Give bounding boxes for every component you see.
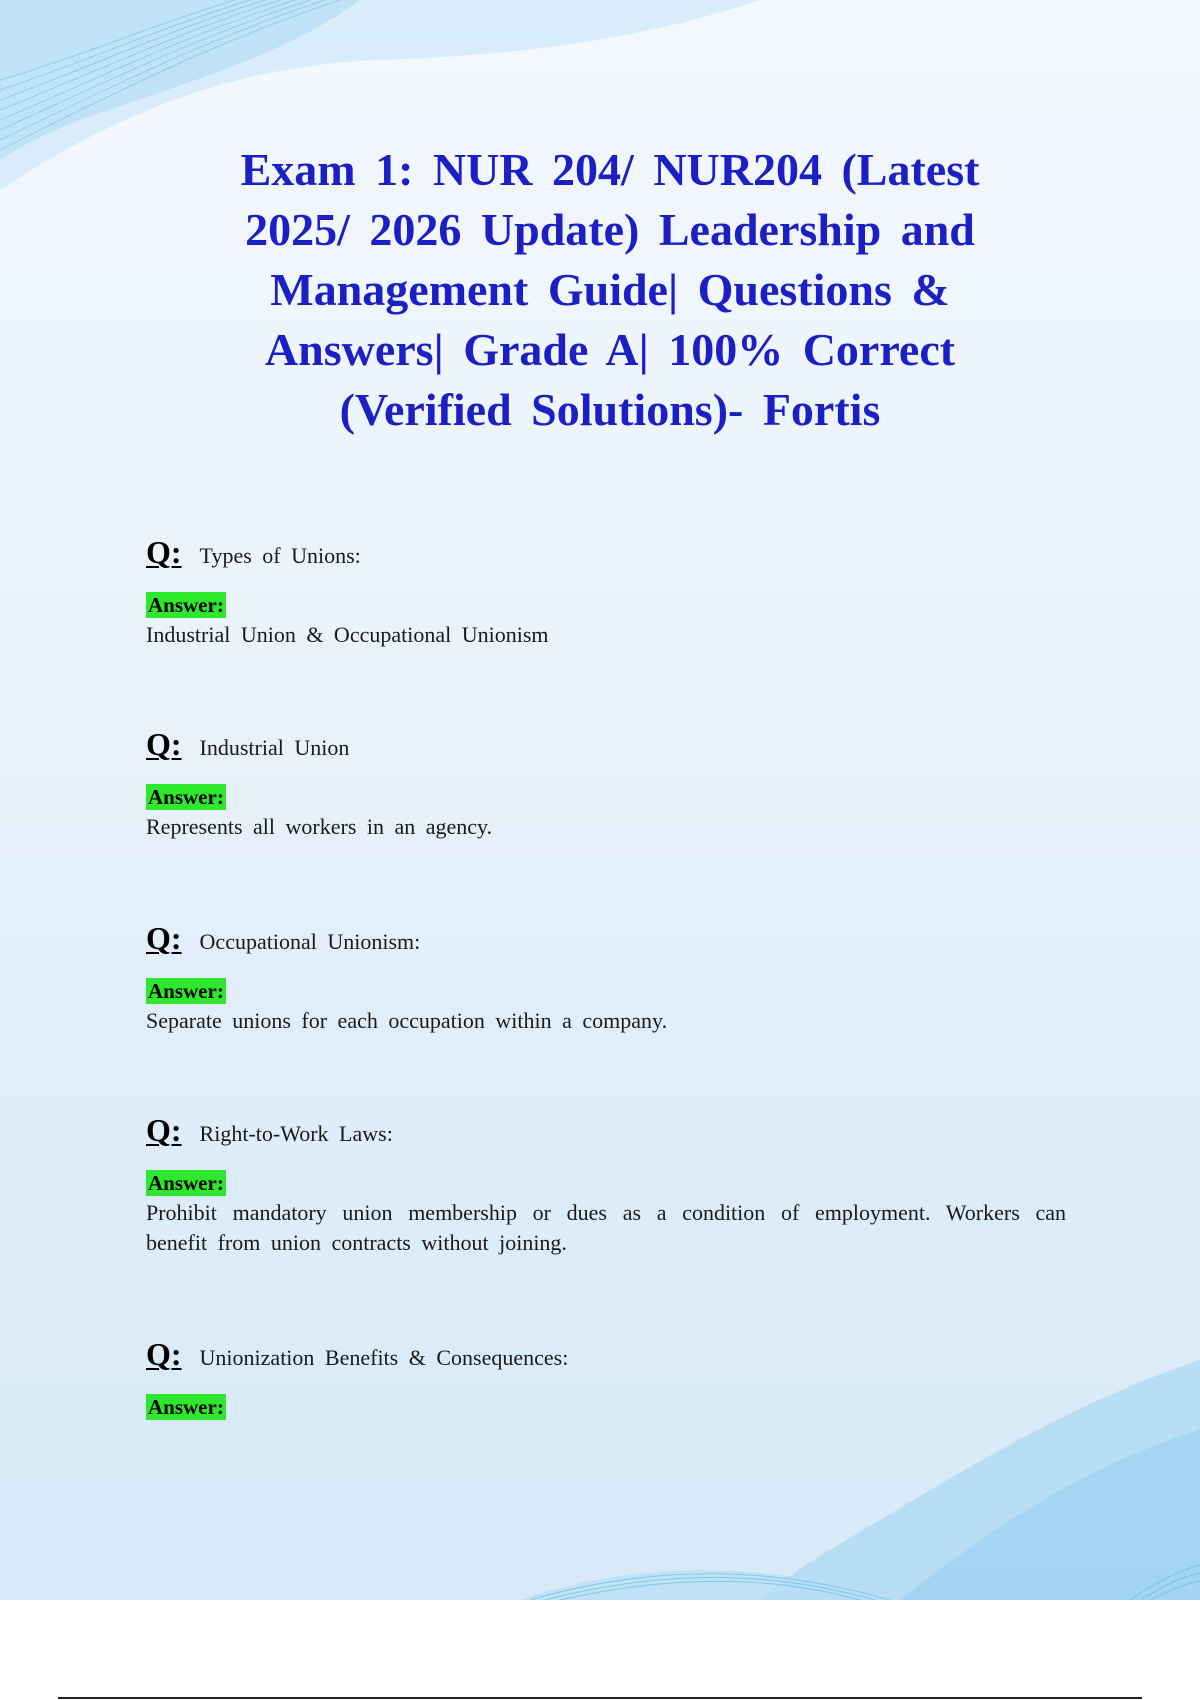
qa-item-3 (146, 920, 1066, 1036)
question-marker: Q: (146, 726, 182, 762)
question-line (146, 920, 1066, 960)
qa-item-2 (146, 726, 1066, 842)
question-line (146, 726, 1066, 766)
question-text: Right-to-Work Laws: (199, 1121, 393, 1146)
answer-label: Answer: (148, 593, 224, 617)
question-line (146, 1336, 1066, 1376)
page-bottom-rule (58, 1697, 1142, 1699)
question-line (146, 534, 1066, 574)
question-marker: Q: (146, 534, 182, 570)
qa-item-5 (146, 1336, 1066, 1422)
question-marker: Q: (146, 1336, 182, 1372)
question-marker: Q: (146, 920, 182, 956)
qa-item-1 (146, 534, 1066, 650)
document-title: Exam 1: NUR 204/ NUR204 (Latest 2025/ 2026 Update) Leadership and Management Guide| Questions & Answers| Grade A| 100% Correct (Verified Solutions)- Fortis (240, 144, 980, 435)
answer-text: Prohibit mandatory union membership or dues as a condition of employment. Workers can benefit from union contracts without joining. (146, 1200, 1066, 1255)
answer-label: Answer: (148, 1395, 224, 1419)
answer-label: Answer: (148, 979, 224, 1003)
answer-text: Represents all workers in an agency. (146, 814, 493, 839)
question-line (146, 1112, 1066, 1152)
answer-label: Answer: (148, 785, 224, 809)
question-text: Industrial Union (199, 735, 350, 760)
answer-text: Separate unions for each occupation within a company. (146, 1008, 668, 1033)
question-text: Occupational Unionism: (199, 929, 421, 954)
question-text: Unionization Benefits & Consequences: (199, 1345, 569, 1370)
answer-text: Industrial Union & Occupational Unionism (146, 622, 549, 647)
answer-label: Answer: (148, 1171, 224, 1195)
question-marker: Q: (146, 1112, 182, 1148)
question-text: Types of Unions: (199, 543, 361, 568)
qa-item-4 (146, 1112, 1066, 1258)
